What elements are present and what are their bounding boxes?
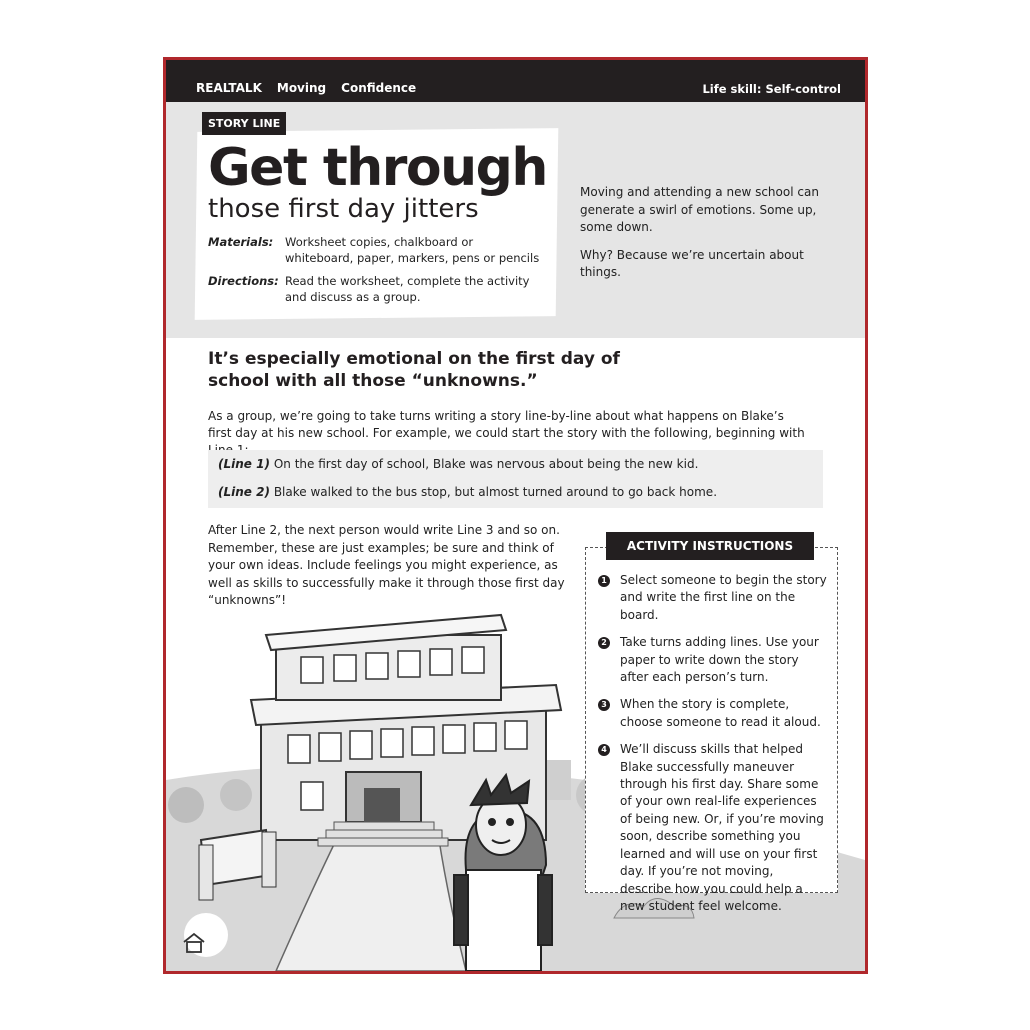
life-skill-label: Life skill: Self-control: [702, 82, 841, 96]
page-subtitle: those first day jitters: [208, 194, 479, 224]
step-text: Select someone to begin the story and write the first line on the board.: [620, 573, 827, 622]
step-number-badge: 1: [598, 575, 610, 587]
step-text: When the story is complete, choose someone to read it aloud.: [620, 697, 821, 729]
activity-step: [598, 572, 828, 624]
line-label: (Line 2): [218, 485, 270, 499]
nav-moving[interactable]: Moving: [276, 81, 327, 95]
after-paragraph: After Line 2, the next person would write Line 3 and so on. Remember, these are just examples; be sure and think of your own ideas. Include feelings you might experience, as well as skills to successfully make it through those first day “unknowns”!: [208, 523, 565, 607]
example-line-2: [218, 485, 717, 499]
section-heading: It’s especially emotional on the first day of school with all those “unknowns.”: [208, 349, 620, 391]
example-line-1: [218, 457, 698, 471]
intro-text: [580, 184, 820, 292]
page-title: Get through: [208, 138, 547, 198]
intro-paragraph-1: Moving and attending a new school can generate a swirl of emotions. Some up, some down.: [580, 185, 819, 234]
nav-confidence[interactable]: Confidence: [341, 81, 417, 95]
worksheet-page: [163, 57, 868, 974]
example-lines-box: [208, 450, 823, 508]
activity-steps-list: [598, 572, 828, 925]
directions-label: Directions:: [208, 274, 279, 288]
line-text: On the first day of school, Blake was nervous about being the new kid.: [273, 457, 699, 471]
step-number-badge: 2: [598, 637, 610, 649]
materials-label: Materials:: [208, 235, 274, 249]
materials-value: Worksheet copies, chalkboard or whiteboard, paper, markers, pens or pencils: [285, 235, 540, 265]
activity-step: [598, 696, 828, 731]
step-number-badge: 3: [598, 699, 610, 711]
top-navigation-bar: [166, 60, 865, 102]
step-text: Take turns adding lines. Use your paper to write down the story after each person’s turn.: [620, 635, 819, 685]
step-number-badge: 4: [598, 744, 610, 756]
nav-realtalk[interactable]: REALTALK: [196, 81, 262, 95]
line-text: Blake walked to the bus stop, but almost turned around to go back home.: [273, 485, 718, 499]
step-text: We’ll discuss skills that helped Blake successfully maneuver through his first day. Share some of your own real-life experiences of being new. Or, if you’re moving soon, describe something you learned and will use on your first day. If you’re not moving, describe how you could help a new student feel welcome.: [620, 742, 824, 913]
activity-step: [598, 741, 828, 915]
activity-step: [598, 634, 828, 686]
directions-value: Read the worksheet, complete the activity and discuss as a group.: [285, 274, 530, 304]
story-line-tag: STORY LINE: [202, 112, 286, 135]
activity-instructions-title: ACTIVITY INSTRUCTIONS: [606, 532, 814, 560]
section-paragraph: As a group, we’re going to take turns writing a story line-by-line about what happens on Blake’s first day at his new school. For example, we could start the story with the following, beginning with: [208, 409, 805, 440]
intro-paragraph-2: Why? Because we’re uncertain about things.: [580, 247, 804, 279]
line-label: (Line 1): [218, 457, 270, 471]
